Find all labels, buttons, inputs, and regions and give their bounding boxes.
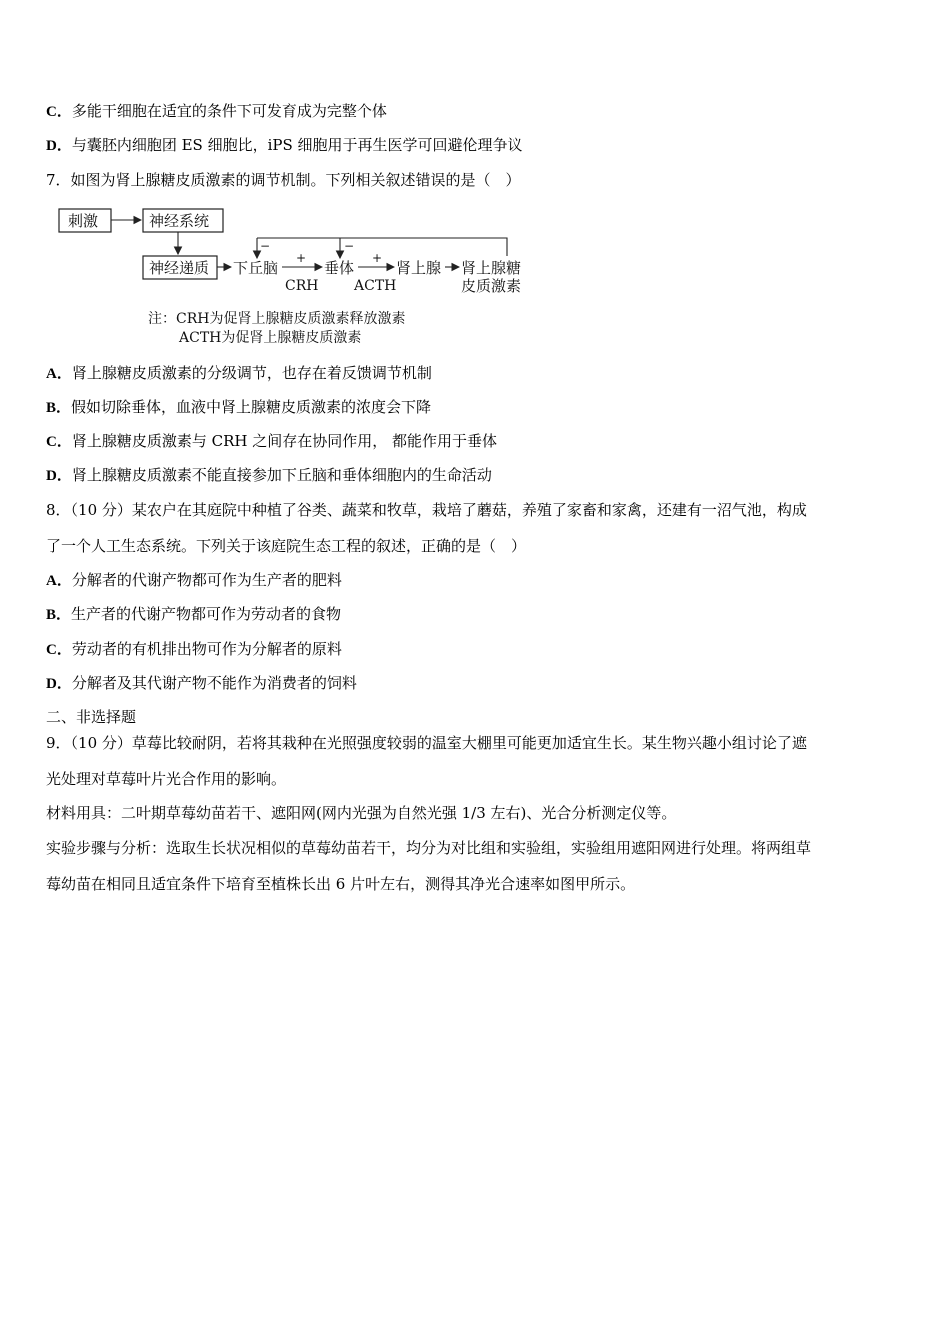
nervous-system-label: 神经系统: [149, 212, 210, 230]
option-text: 分解者及其代谢产物不能作为消费者的饲料: [71, 674, 357, 692]
diagram-note-line1: 注：CRH为促肾上腺糖皮质激素释放激素: [148, 311, 406, 327]
hormone-label-line1: 肾上腺糖: [461, 259, 522, 277]
neurotransmitter-label: 神经递质: [149, 259, 210, 277]
option-text: 肾上腺糖皮质激素不能直接参加下丘脑和垂体细胞内的生命活动: [71, 466, 492, 484]
option-text: 肾上腺糖皮质激素与 CRH 之间存在协同作用， 都能作用于垂体: [71, 432, 498, 450]
option-letter: B．: [46, 400, 72, 416]
option-text: 假如切除垂体，血液中肾上腺糖皮质激素的浓度会下降: [71, 398, 432, 416]
option-letter: C．: [46, 642, 72, 658]
section-title: 二、非选择题: [46, 708, 137, 726]
option-letter: A．: [46, 573, 72, 589]
q8-option-d: [46, 673, 357, 694]
q9-stem-line1: 9．（10 分）草莓比较耐阴，若将其栽种在光照强度较弱的温室大棚里可能更加适宜生长。某生物兴趣小组讨论了遮: [46, 734, 807, 752]
option-text: 分解者的代谢产物都可作为生产者的肥料: [71, 571, 342, 589]
q7-stem: 7．如图为肾上腺糖皮质激素的调节机制。下列相关叙述错误的是（ ）: [46, 171, 521, 189]
adrenal-label: 肾上腺: [396, 259, 442, 277]
q9-stem-line2: 光处理对草莓叶片光合作用的影响。: [46, 770, 287, 788]
stimulus-label: 刺激: [68, 212, 99, 230]
hypothalamus-label: 下丘脑: [233, 259, 279, 277]
plus-sign-acth: +: [372, 251, 383, 265]
option-text: 与囊胚内细胞团 ES 细胞比，iPS 细胞用于再生医学可回避伦理争议: [71, 136, 523, 154]
minus-sign-pituitary: −: [344, 239, 355, 253]
q7-option-c: [46, 431, 497, 452]
q8-option-c: [46, 639, 342, 660]
pituitary-label: 垂体: [324, 259, 355, 277]
q8-option-a: [46, 570, 342, 591]
option-letter: D．: [46, 676, 72, 692]
option-letter: C．: [46, 434, 72, 450]
q6-option-d: [46, 135, 523, 156]
hormone-regulation-diagram: [56, 204, 556, 354]
option-letter: D．: [46, 468, 72, 484]
q7-option-a: [46, 363, 432, 384]
q9-materials: 材料用具：二叶期草莓幼苗若干、遮阳网(网内光强为自然光强 1/3 左右)、光合分析测定仪等。: [46, 804, 677, 822]
option-letter: D．: [46, 138, 72, 154]
crh-label: CRH: [285, 278, 319, 294]
option-text: 劳动者的有机排出物可作为分解者的原料: [71, 640, 342, 658]
option-text: 肾上腺糖皮质激素的分级调节，也存在着反馈调节机制: [71, 364, 432, 382]
option-letter: C．: [46, 104, 72, 120]
plus-sign-crh: +: [296, 251, 307, 265]
q7-option-b: [46, 397, 431, 418]
option-text: 生产者的代谢产物都可作为劳动者的食物: [71, 605, 342, 623]
option-letter: A．: [46, 366, 72, 382]
option-letter: B．: [46, 607, 72, 623]
q7-option-d: [46, 465, 492, 486]
q8-stem-line1: 8．（10 分）某农户在其庭院中种植了谷类、蔬菜和牧草，栽培了蘑菇，养殖了家畜和家禽，还建有一沼气池，构成: [46, 501, 807, 519]
q9-steps-line1: 实验步骤与分析：选取生长状况相似的草莓幼苗若干，均分为对比组和实验组，实验组用遮阳网进行处理。将两组草: [46, 839, 812, 857]
acth-label: ACTH: [354, 278, 397, 294]
diagram-note-line2: ACTH为促肾上腺糖皮质激素: [179, 330, 362, 346]
q6-option-c: [46, 101, 387, 122]
q8-option-b: [46, 604, 341, 625]
hormone-label-line2: 皮质激素: [461, 277, 522, 295]
q8-stem-line2: 了一个人工生态系统。下列关于该庭院生态工程的叙述，正确的是（ ）: [46, 537, 527, 555]
option-text: 多能干细胞在适宜的条件下可发育成为完整个体: [71, 102, 387, 120]
q9-steps-line2: 莓幼苗在相同且适宜条件下培育至植株长出 6 片叶左右，测得其净光合速率如图甲所示。: [46, 875, 636, 893]
minus-sign-hypothalamus: −: [260, 239, 271, 253]
